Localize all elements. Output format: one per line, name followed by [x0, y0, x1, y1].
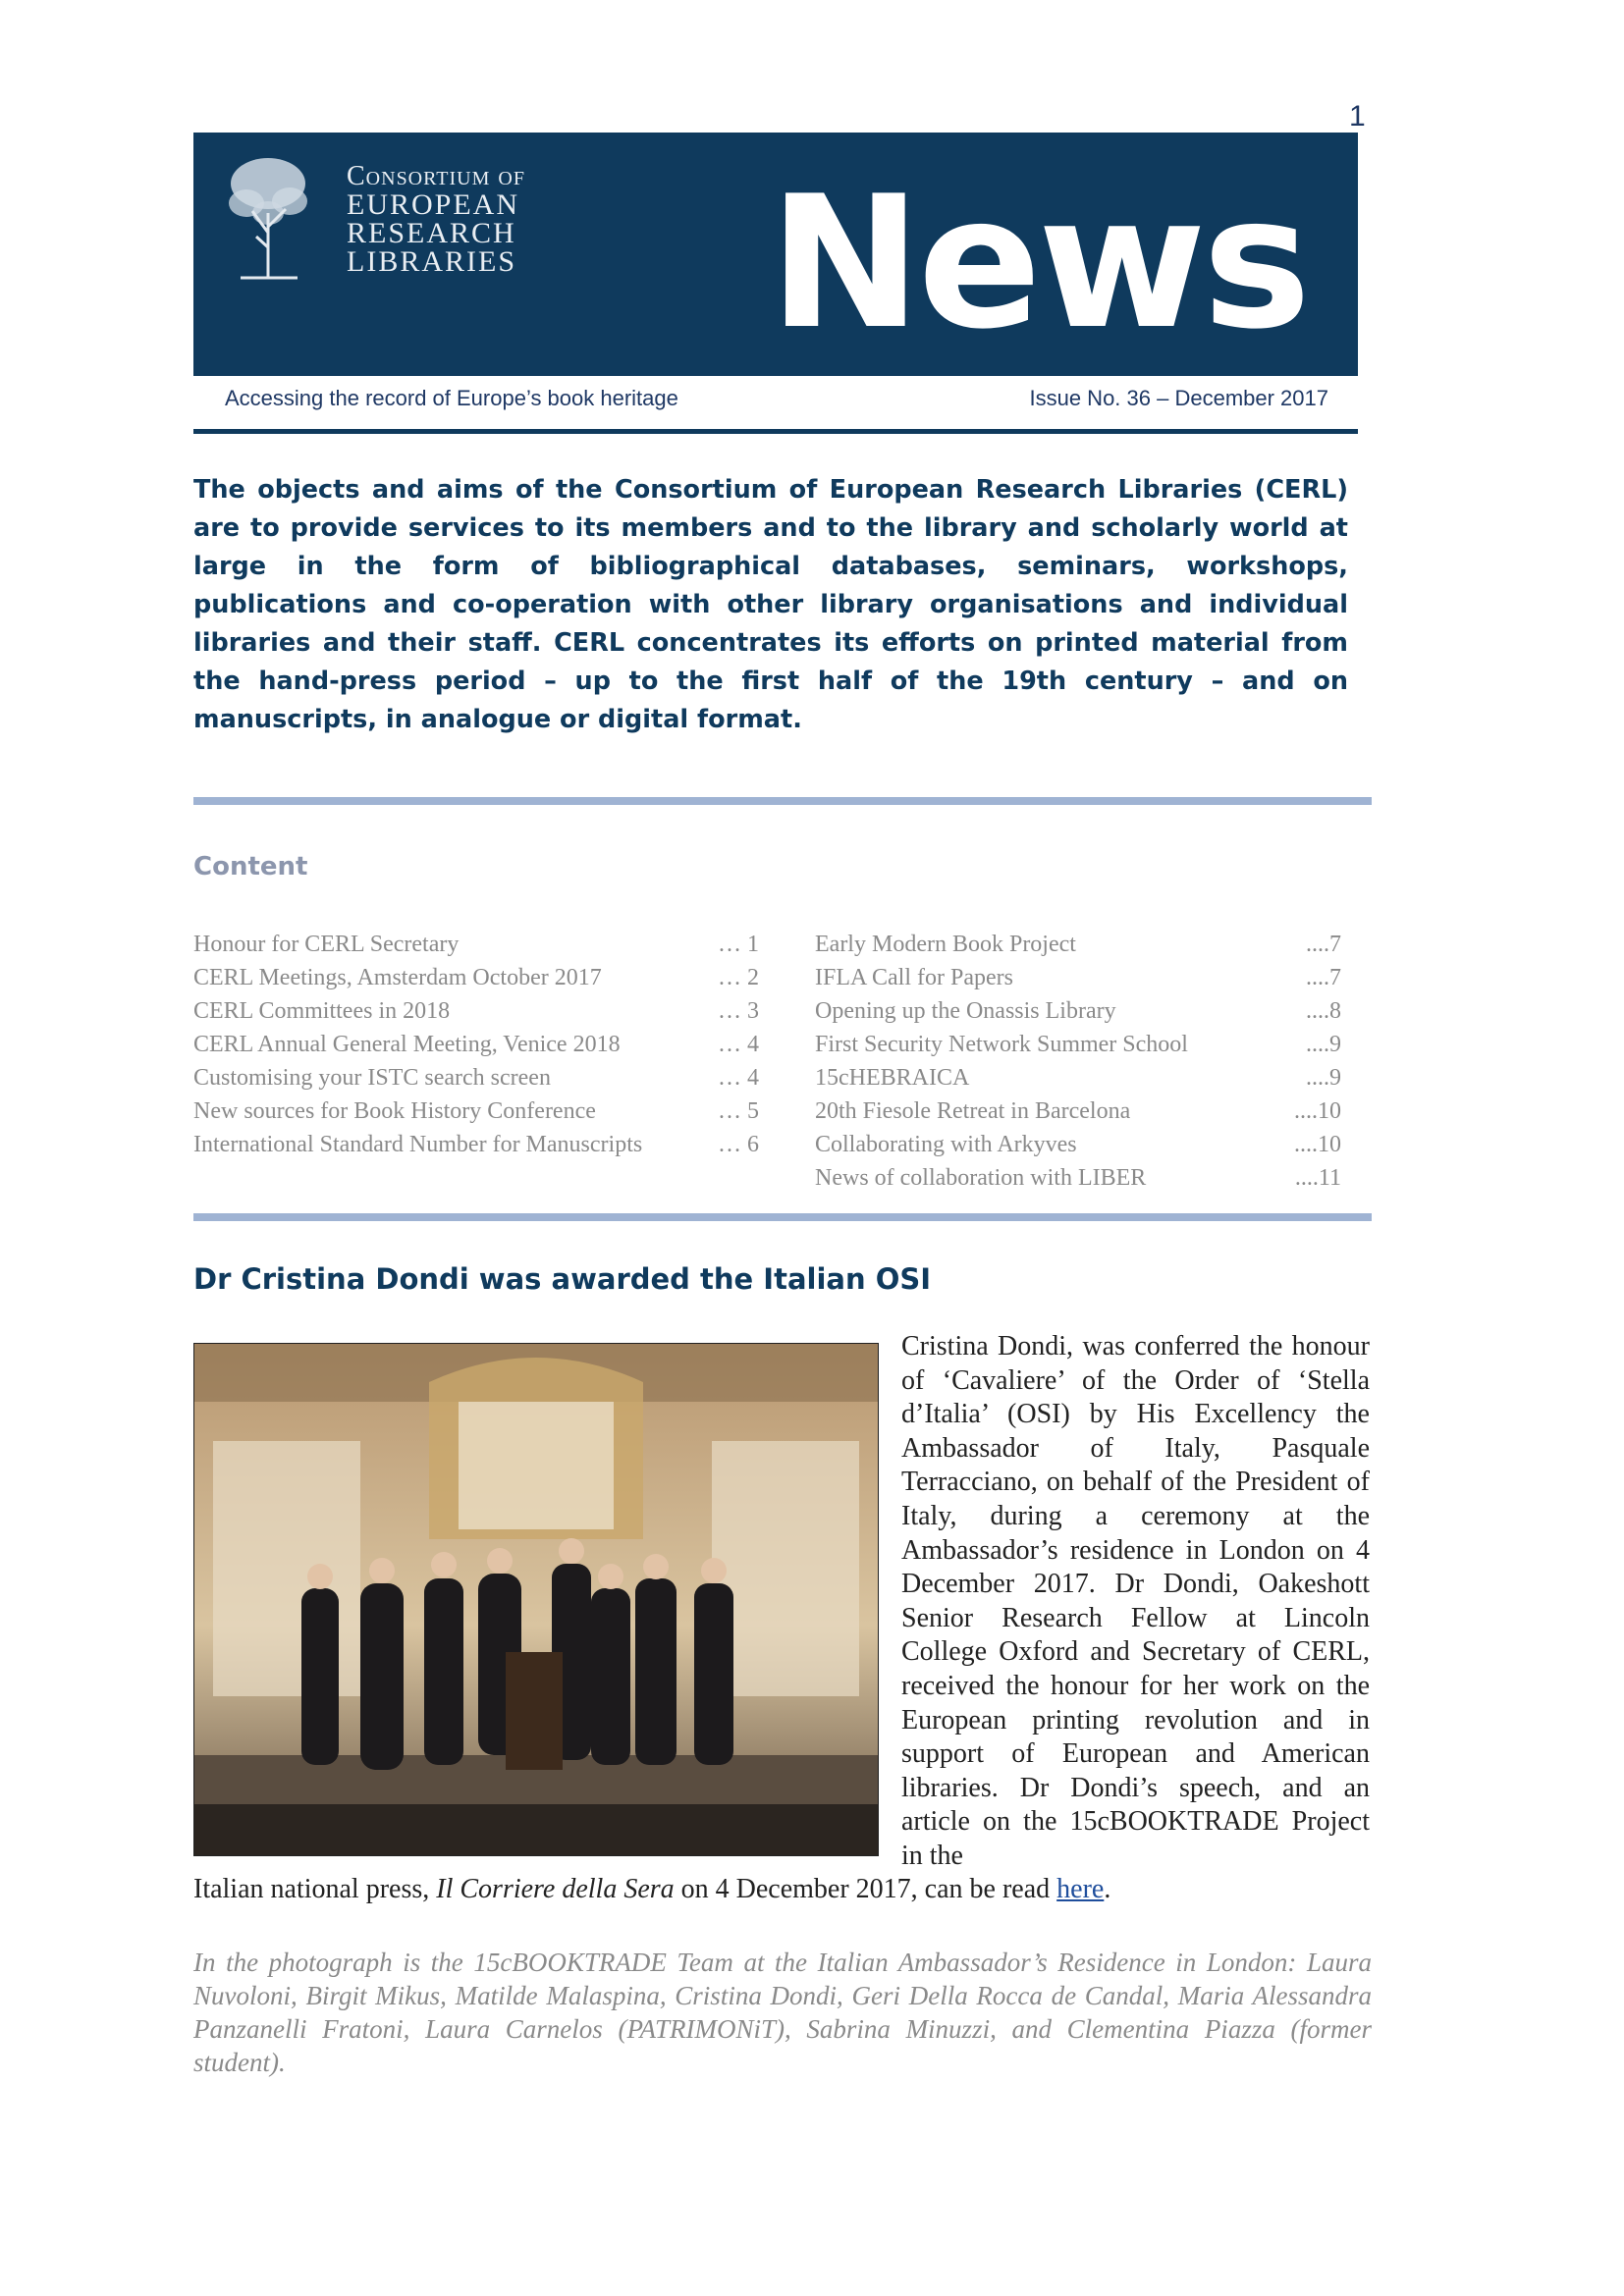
- toc-item-page: … 4: [718, 1065, 759, 1091]
- divider-bottom: [193, 1213, 1372, 1221]
- toc-item[interactable]: [193, 1028, 759, 1061]
- toc-item-title: Customising your ISTC search screen: [193, 1065, 551, 1091]
- newsletter-title: News: [769, 156, 1308, 369]
- toc-item-page: ....9: [1306, 1065, 1341, 1091]
- toc-item[interactable]: [815, 1128, 1341, 1161]
- toc-item[interactable]: [815, 994, 1341, 1028]
- toc-item-title: New sources for Book History Conference: [193, 1098, 596, 1124]
- toc-item[interactable]: [815, 1061, 1341, 1095]
- page-number: 1: [1349, 100, 1366, 133]
- newspaper-name: Il Corriere della Sera: [436, 1874, 675, 1904]
- toc-item[interactable]: [193, 1095, 759, 1128]
- issue-label: Issue No. 36 – December 2017: [1029, 386, 1328, 410]
- toc-item-page: ....8: [1306, 998, 1341, 1024]
- toc-item[interactable]: [815, 1095, 1341, 1128]
- toc-right-column: [815, 928, 1341, 1195]
- toc-item-title: CERL Meetings, Amsterdam October 2017: [193, 965, 602, 990]
- toc-item-title: Opening up the Onassis Library: [815, 998, 1116, 1024]
- article-body-continuation: [193, 1873, 1372, 1906]
- toc-item-title: Honour for CERL Secretary: [193, 932, 460, 957]
- masthead-subbar: [193, 376, 1358, 434]
- toc-item-title: 20th Fiesole Retreat in Barcelona: [815, 1098, 1131, 1124]
- toc-item[interactable]: [193, 928, 759, 961]
- toc-item-page: … 3: [718, 998, 759, 1024]
- org-name-line-3: RESEARCH: [347, 217, 516, 249]
- toc-item-title: Early Modern Book Project: [815, 932, 1076, 957]
- toc-item-title: International Standard Number for Manuscripts: [193, 1132, 643, 1157]
- toc-item-page: ....11: [1294, 1165, 1341, 1191]
- org-name-line-2: EUROPEAN: [347, 188, 520, 221]
- toc-item[interactable]: [193, 1128, 759, 1161]
- toc-item-page: ....7: [1306, 965, 1341, 990]
- toc-item[interactable]: [815, 1161, 1341, 1195]
- article-body-column: Cristina Dondi, was conferred the honour of ‘Cavaliere’ of the Order of ‘Stella d’Italia’ (OSI) by His Excellency the Ambassador of Italy, Pasquale Terracciano, on behalf of the President of Italy, during a ceremony at the Ambassador’s residence in London on 4 December 2017. Dr Dondi, Oakeshott Senior Research Fellow at Lincoln College Oxford and Secretary of CERL, received the honour for her work on the European printing revolution and in support of European and American libraries. Dr Dondi’s speech, and an article on the 15cBOOKTRADE Project in the: [901, 1331, 1370, 1871]
- toc-item-page: ....10: [1294, 1098, 1341, 1124]
- masthead-banner: [193, 133, 1358, 376]
- toc-item-title: News of collaboration with LIBER: [815, 1165, 1147, 1191]
- intro-paragraph: The objects and aims of the Consortium of European Research Libraries (CERL) are to provide services to its members and to the library and scholarly world at large in the form of bibliographical databases, seminars, workshops, publications and co-operation with other library organisations and individual libraries and their staff. CERL concentrates its efforts on printed material from the hand-press period – up to the first half of the 19th century – and on manuscripts, in analogue or digital format.: [193, 475, 1348, 734]
- toc-left-column: [193, 928, 759, 1161]
- here-link[interactable]: here: [1056, 1874, 1105, 1904]
- body-text-middle: on 4 December 2017, can be read: [674, 1874, 1057, 1904]
- toc-item-page: … 5: [718, 1098, 759, 1124]
- photo-caption: In the photograph is the 15cBOOKTRADE Team at the Italian Ambassador’s Residence in London: Laura Nuvoloni, Birgit Mikus, Matilde Malaspina, Cristina Dondi, Geri Della Rocca de Candal, Maria Alessandra Panzanelli Fratoni, Laura Carnelos (PATRIMONiT), Sabrina Minuzzi, and Clementina Piazza (former student).: [193, 1948, 1372, 2077]
- toc-item-title: CERL Committees in 2018: [193, 998, 451, 1024]
- toc-item-title: Collaborating with Arkyves: [815, 1132, 1077, 1157]
- toc-item[interactable]: [193, 961, 759, 994]
- body-text-prefix: Italian national press,: [193, 1874, 437, 1904]
- toc-item-title: First Security Network Summer School: [815, 1032, 1188, 1057]
- toc-item-page: … 1: [718, 932, 759, 957]
- toc-item-title: 15cHEBRAICA: [815, 1065, 970, 1091]
- toc-item-title: IFLA Call for Papers: [815, 965, 1013, 990]
- toc-item-page: … 4: [718, 1032, 759, 1057]
- toc-item[interactable]: [193, 994, 759, 1028]
- body-text-suffix: .: [1104, 1874, 1111, 1904]
- ceremony-photo: [193, 1343, 879, 1856]
- organisation-name: [347, 162, 525, 276]
- toc-item[interactable]: [815, 961, 1341, 994]
- toc-item-page: ....9: [1306, 1032, 1341, 1057]
- content-heading: Content: [193, 852, 308, 881]
- divider-top: [193, 797, 1372, 805]
- toc-item[interactable]: [815, 928, 1341, 961]
- toc-item-page: ....10: [1294, 1132, 1341, 1157]
- toc-item-title: CERL Annual General Meeting, Venice 2018: [193, 1032, 621, 1057]
- toc-item-page: … 6: [718, 1132, 759, 1157]
- toc-item[interactable]: [193, 1061, 759, 1095]
- tagline: Accessing the record of Europe’s book heritage: [225, 386, 678, 410]
- toc-item[interactable]: [815, 1028, 1341, 1061]
- org-name-line-4: LIBRARIES: [347, 245, 517, 278]
- group-photo-illustration: [193, 1343, 879, 1856]
- toc-item-page: ....7: [1306, 932, 1341, 957]
- article-title: Dr Cristina Dondi was awarded the Italian OSI: [193, 1262, 932, 1296]
- tree-logo-icon: [227, 154, 309, 282]
- org-name-line-1: Consortium of: [347, 161, 525, 191]
- toc-item-page: … 2: [718, 965, 759, 990]
